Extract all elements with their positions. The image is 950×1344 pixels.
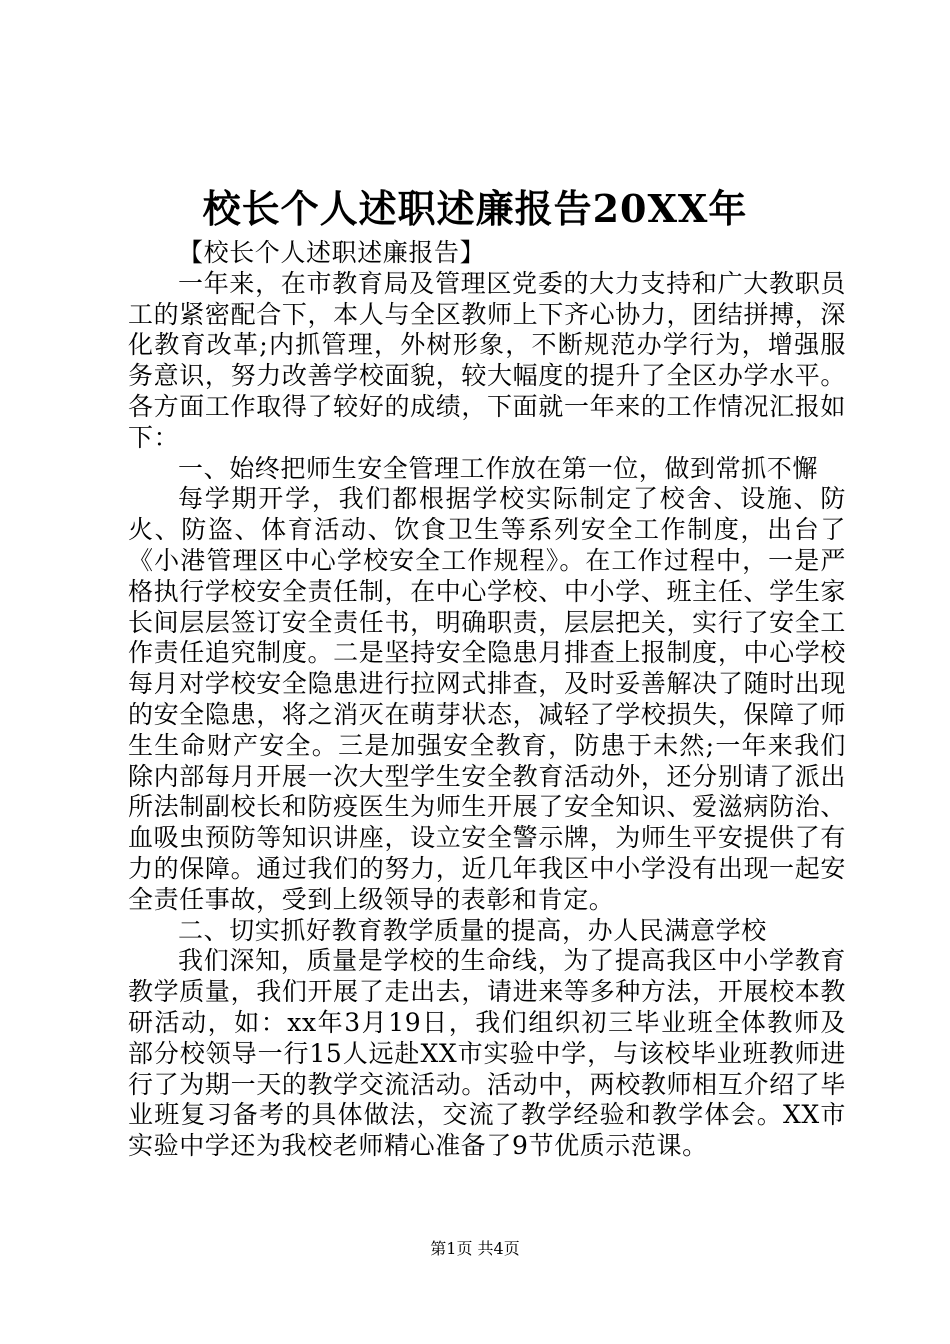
safety-paragraph: 每学期开学，我们都根据学校实际制定了校舍、设施、防火、防盗、体育活动、饮食卫生等系列安全工作制度，出台了《小港管理区中心学校安全工作规程》。在工作过程中，一是严格执行学校安全责任制，在中心学校、中小学、班主任、学生家长间层层签订安全责任书，明确职责，层层把关，实行了安全工作责任追究制度。二是坚持安全隐患月排查上报制度，中心学校每月对学校安全隐患进行拉网式排查，及时妥善解决了随时出现的安全隐患，将之消灭在萌芽状态，减轻了学校损失，保障了师生生命财产安全。三是加强安全教育，防患于未然;一年来我们除内部每月开展一次大型学生安全教育活动外，还分别请了派出所法制副校长和防疫医生为师生开展了安全知识、爱滋病防治、血吸虫预防等知识讲座，设立安全警示牌，为师生平安提供了有力的保障。通过我们的努力，近几年我区中小学没有出现一起安全责任事故，受到上级领导的表彰和肯定。 [128, 484, 846, 914]
report-label: 【校长个人述职述廉报告】 [178, 238, 486, 267]
section-heading-2: 二、切实抓好教育教学质量的提高，办人民满意学校 [178, 915, 767, 945]
intro-paragraph: 一年来，在市教育局及管理区党委的大力支持和广大教职员工的紧密配合下，本人与全区教师上下齐心协力，团结拼搏，深化教育改革;内抓管理，外树形象，不断规范办学行为，增强服务意识，努力改善学校面貌，较大幅度的提升了全区办学水平。各方面工作取得了较好的成绩，下面就一年来的工作情况汇报如下： [128, 268, 846, 452]
page-number-footer: 第1页 共4页 [430, 1239, 520, 1258]
quality-paragraph: 我们深知，质量是学校的生命线，为了提高我区中小学教育教学质量，我们开展了走出去，请进来等多种方法，开展校本教研活动，如：xx年3月19日，我们组织初三毕业班全体教师及部分校领导一行15人远赴XX市实验中学，与该校毕业班教师进行了为期一天的教学交流活动。活动中，两校教师相互介绍了毕业班复习备考的具体做法，交流了教学经验和教学体会。XX市实验中学还为我校老师精心准备了9节优质示范课。 [128, 946, 846, 1161]
section-heading-1: 一、始终把师生安全管理工作放在第一位，做到常抓不懈 [178, 453, 819, 483]
document-title: 校长个人述职述廉报告20XX年 [202, 186, 748, 231]
document-body [128, 238, 846, 1162]
